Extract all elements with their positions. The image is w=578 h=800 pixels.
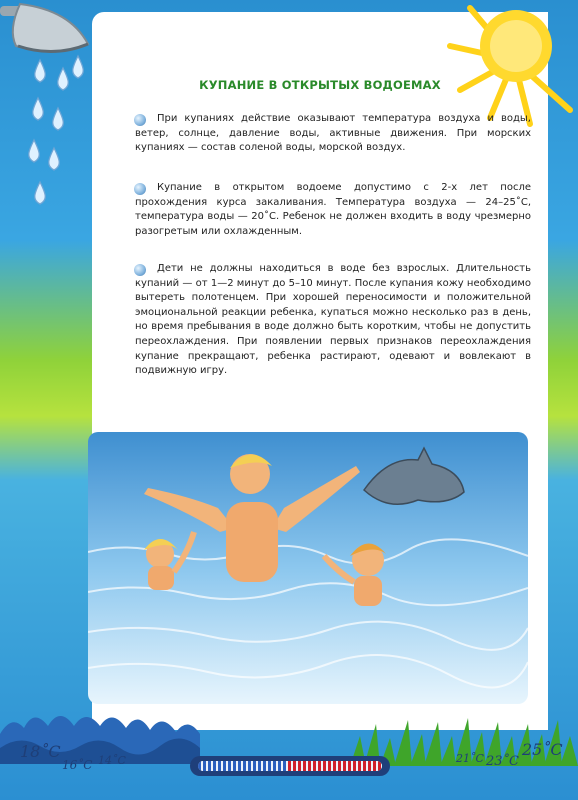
temp-label-25: 25˚С (522, 740, 563, 759)
water-drop-icon (29, 140, 40, 162)
thermometer (190, 756, 390, 776)
water-drop-icon (73, 56, 84, 78)
temp-label-16: 16˚С (62, 758, 93, 772)
temp-label-23: 23˚С (486, 754, 519, 769)
paragraph-1: При купаниях действие оказывают температура воздуха и воды, ветер, солнце, давление воды, активные движения. При морских купаниях — состав соленой воды, морской воздух. (135, 113, 531, 154)
sun-icon (430, 0, 578, 130)
paragraph-3: Дети не должны находиться в воде без взрослых. Длительность купаний — от 1—2 минут до 5–10 минут. После купания кожу необходимо вытереть полотенцем. При хорошей переносимости и положительной эмоциональной реакции ребенка, купаться можно несколько раз в день, но время пребывания в воде должно быть коротким, чтобы не допустить переохлаждения. При появлении первых признаков переохлаждения купание прекращают, ребенка растирают, одевают и вовлекают в подвижную игру. (135, 263, 531, 377)
paragraph-2: Купание в открытом водоеме допустимо с 2-х лет после прохождения курса закаливания. Температура воздуха — 24–25˚С, температура воды — 20˚С. Ребенок не должен входить в воду чрезмерно разогретым или охлажденным. (135, 182, 531, 237)
water-drop-icon (58, 68, 69, 90)
water-drops (18, 50, 98, 220)
water-drop-icon (53, 108, 64, 130)
swimming-illustration (88, 432, 528, 704)
water-drop-icon (35, 60, 46, 82)
water-drop-icon (33, 98, 44, 120)
water-drop-icon (35, 182, 46, 204)
temp-label-18: 18˚С (20, 742, 61, 761)
temp-label-21: 21˚С (456, 752, 484, 765)
thermometer-cold-scale (198, 761, 288, 771)
water-drop-icon (49, 148, 60, 170)
page-title: КУПАНИЕ В ОТКРЫТЫХ ВОДОЕМАХ (199, 78, 441, 92)
thermometer-warm-scale (288, 761, 382, 771)
temp-label-14: 14˚С (98, 754, 126, 767)
